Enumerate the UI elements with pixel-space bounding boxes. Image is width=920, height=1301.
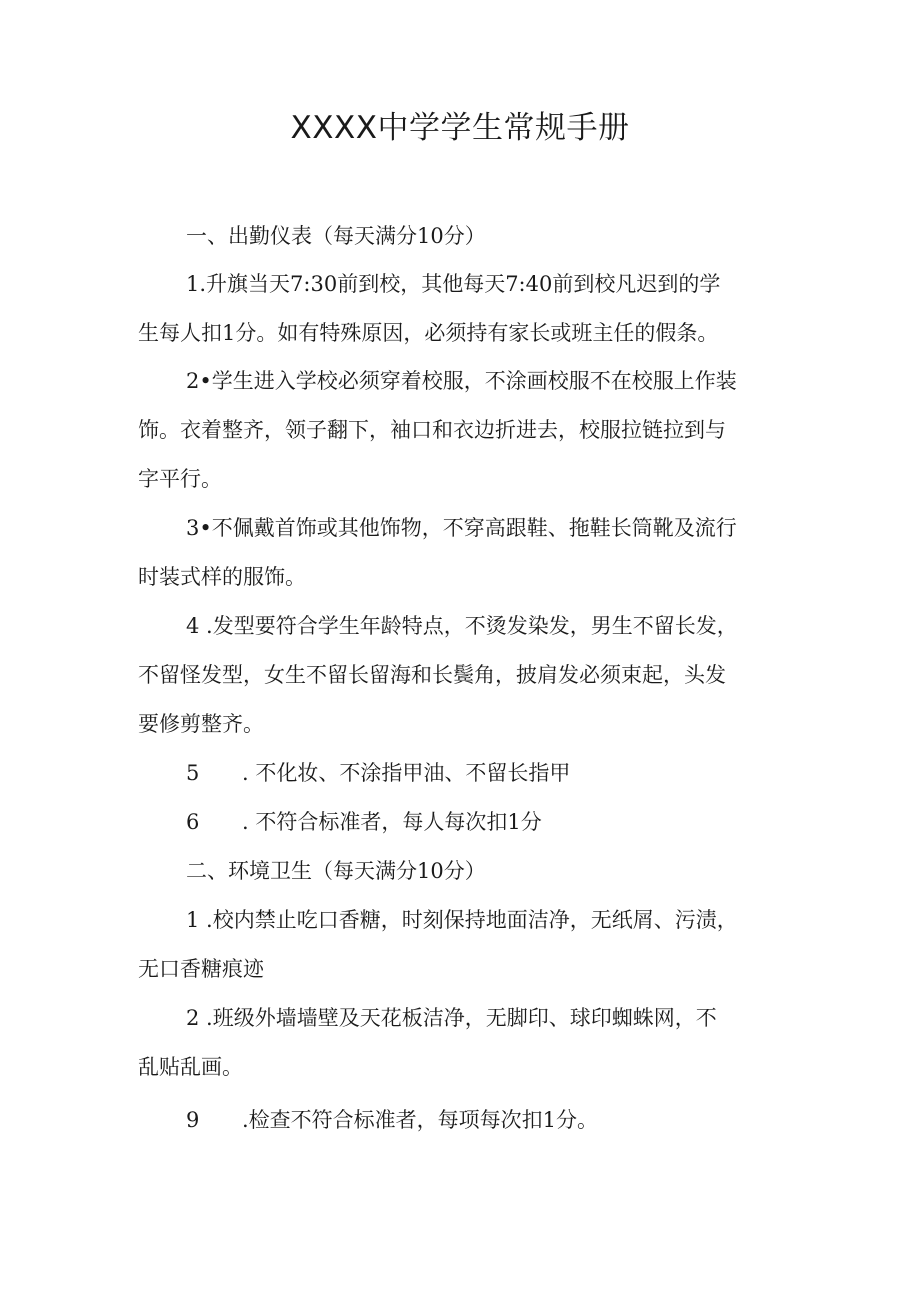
list-item-number: 5	[186, 761, 200, 785]
paragraph-line: 1 .校内禁止吃口香糖，时刻保持地面洁净，无纸屑、污渍，	[186, 908, 738, 932]
paragraph-line: 1.升旗当天7:30前到校，其他每天7:40前到校凡迟到的学	[186, 272, 721, 296]
section-heading-hygiene: 二、环境卫生（每天满分10分）	[186, 859, 486, 883]
list-item	[186, 807, 542, 837]
list-item	[186, 758, 570, 788]
paragraph-line: 4 .发型要符合学生年龄特点，不烫发染发，男生不留长发，	[186, 614, 738, 638]
paragraph-line: 乱贴乱画。	[138, 1055, 243, 1079]
paragraph-line: 2 .班级外墙墙壁及天花板洁净，无脚印、球印蜘蛛网，不	[186, 1006, 717, 1030]
paragraph-line: 要修剪整齐。	[138, 712, 264, 736]
list-item-text: . 不符合标准者，每人每次扣1分	[242, 810, 542, 834]
list-item-text: .检查不符合标准者，每项每次扣1分。	[242, 1108, 599, 1132]
list-item-text: . 不化妆、不涂指甲油、不留长指甲	[242, 761, 571, 785]
list-item-number: 6	[186, 810, 200, 834]
page-title: XXXX中学学生常规手册	[290, 110, 630, 146]
paragraph-line: 时装式样的服饰。	[138, 565, 306, 589]
paragraph-line: 生每人扣1分。如有特殊原因，必须持有家长或班主任的假条。	[138, 321, 719, 345]
list-item-number: 9	[186, 1108, 200, 1132]
paragraph-line: 字平行。	[138, 467, 222, 491]
paragraph-line: 2•学生进入学校必须穿着校服，不涂画校服不在校服上作装	[186, 369, 737, 393]
paragraph-line: 3•不佩戴首饰或其他饰物，不穿高跟鞋、拖鞋长筒靴及流行	[186, 516, 737, 540]
list-item	[186, 1105, 598, 1135]
section-heading-attendance: 一、出勤仪表（每天满分10分）	[186, 224, 486, 248]
paragraph-line: 不留怪发型，女生不留长留海和长鬓角，披肩发必须束起，头发	[138, 663, 726, 687]
paragraph-line: 无口香糖痕迹	[138, 957, 264, 981]
paragraph-line: 饰。衣着整齐，领子翻下，袖口和衣边折进去，校服拉链拉到与	[138, 418, 726, 442]
